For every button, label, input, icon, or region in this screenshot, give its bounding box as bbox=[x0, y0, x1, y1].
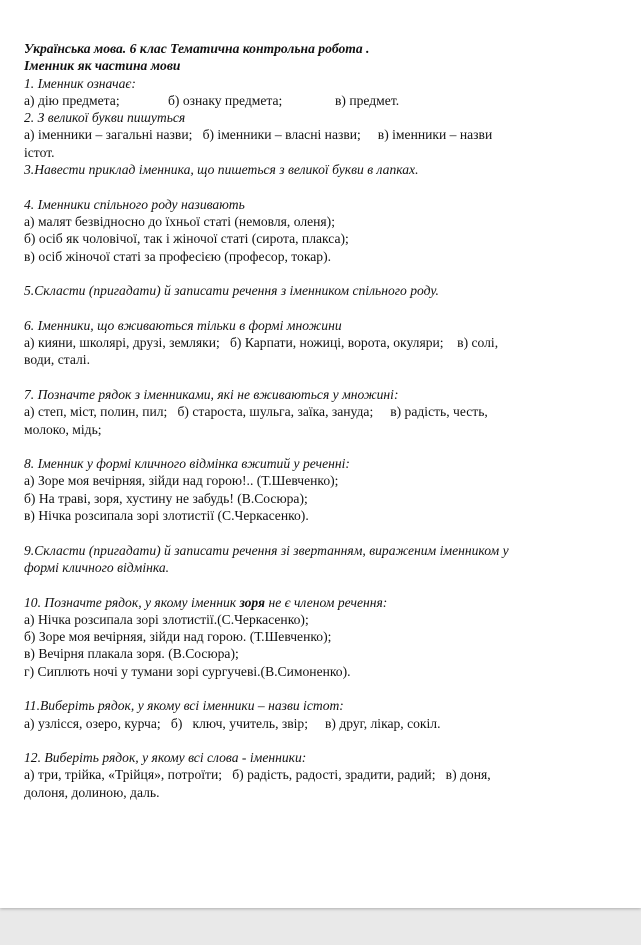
q12-options-line-2: долоня, долиною, даль. bbox=[24, 784, 160, 800]
question-1: 1. Іменник означає: bbox=[24, 75, 136, 91]
q6-options-line-1: а) кияни, школярі, друзі, земляки; б) Карпати, ножиці, ворота, окуляри; в) солі, bbox=[24, 335, 499, 351]
q7-options-line-1: а) степ, міст, полин, пил; б) староста, шульга, заїка, зануда; в) радість, честь, bbox=[24, 404, 488, 420]
q8-option-b: б) На траві, зоря, хустину не забудь! (В.Сосюра); bbox=[24, 490, 308, 506]
spacer bbox=[24, 732, 624, 749]
q7-options-line-2: молоко, мідь; bbox=[24, 421, 102, 437]
q1-option-b: б) ознаку предмета; bbox=[168, 92, 283, 108]
question-10 bbox=[24, 594, 624, 611]
question-2: 2. З великої букви пишуться bbox=[24, 110, 186, 126]
q4-option-b: б) осіб як чоловічої, так і жіночої статі (сирота, плакса); bbox=[24, 231, 349, 247]
q10-option-a: а) Нічка розсипала зорі злотистії.(С.Черкасенко); bbox=[24, 611, 309, 627]
question-9-line-1: 9.Скласти (пригадати) й записати речення зі звертанням, вираженим іменником у bbox=[24, 542, 509, 558]
q6-options-line-2: води, сталі. bbox=[24, 352, 90, 368]
spacer bbox=[24, 524, 624, 541]
spacer bbox=[24, 369, 624, 386]
q1-option-a: а) дію предмета; bbox=[24, 92, 120, 108]
question-12: 12. Виберіть рядок, у якому всі слова - іменники: bbox=[24, 750, 307, 766]
question-7: 7. Позначте рядок з іменниками, які не вживаються у множині: bbox=[24, 386, 399, 402]
q8-option-c: в) Нічка розсипала зорі злотистії (С.Черкасенко). bbox=[24, 508, 309, 524]
question-11: 11.Виберіть рядок, у якому всі іменники – назви істот: bbox=[24, 698, 344, 714]
q4-option-c: в) осіб жіночої статі за професією (професор, токар). bbox=[24, 248, 332, 264]
q12-options-line-1: а) три, трійка, «Трійця», потроїти; б) радість, радості, зрадити, радий; в) доня, bbox=[24, 767, 491, 783]
q10-option-b: б) Зоре моя вечірняя, зійди над горою. (Т.Шевченко); bbox=[24, 629, 332, 645]
document-title: Українська мова. 6 клас Тематична контрольна робота . bbox=[24, 41, 370, 56]
q10-text-end: не є членом речення: bbox=[265, 594, 388, 610]
q4-option-a: а) малят безвідносно до їхньої статі (немовля, оленя); bbox=[24, 213, 335, 229]
question-6: 6. Іменники, що вживаються тільки в формі множини bbox=[24, 317, 342, 333]
q2-options-line-2: істот. bbox=[24, 144, 55, 160]
q10-keyword: зоря bbox=[239, 594, 266, 610]
q1-option-c: в) предмет. bbox=[335, 92, 400, 108]
q10-text-start: 10. Позначте рядок, у якому іменник bbox=[24, 594, 240, 610]
q10-option-d: г) Сиплють ночі у тумани зорі сургучеві.(В.Симоненко). bbox=[24, 663, 351, 679]
q2-options-line-1: а) іменники – загальні назви; б) іменники – власні назви; в) іменники – назви bbox=[24, 127, 493, 143]
q11-options-line-1: а) узлісся, озеро, курча; б) ключ, учитель, звір; в) друг, лікар, сокіл. bbox=[24, 715, 441, 731]
question-9-line-2: формі кличного відмінка. bbox=[24, 559, 170, 575]
spacer bbox=[24, 299, 624, 316]
q8-option-a: а) Зоре моя вечірняя, зійди над горою!.. (Т.Шевченко); bbox=[24, 473, 339, 489]
question-5: 5.Скласти (пригадати) й записати речення з іменником спільного роду. bbox=[24, 283, 439, 299]
spacer bbox=[24, 265, 624, 282]
document-subtitle: Іменник як частина мови bbox=[24, 58, 181, 74]
spacer bbox=[24, 576, 624, 593]
question-3: 3.Навести приклад іменника, що пишеться з великої букви в лапках. bbox=[24, 162, 419, 178]
question-8: 8. Іменник у формі кличного відмінка вжитий у реченні: bbox=[24, 456, 350, 472]
spacer bbox=[24, 178, 624, 195]
spacer bbox=[24, 438, 624, 455]
spacer bbox=[24, 680, 624, 697]
test-content bbox=[24, 40, 624, 801]
question-4: 4. Іменники спільного роду називають bbox=[24, 196, 245, 212]
question-1-options bbox=[24, 92, 624, 109]
q10-option-c: в) Вечірня плакала зоря. (В.Сосюра); bbox=[24, 646, 239, 662]
